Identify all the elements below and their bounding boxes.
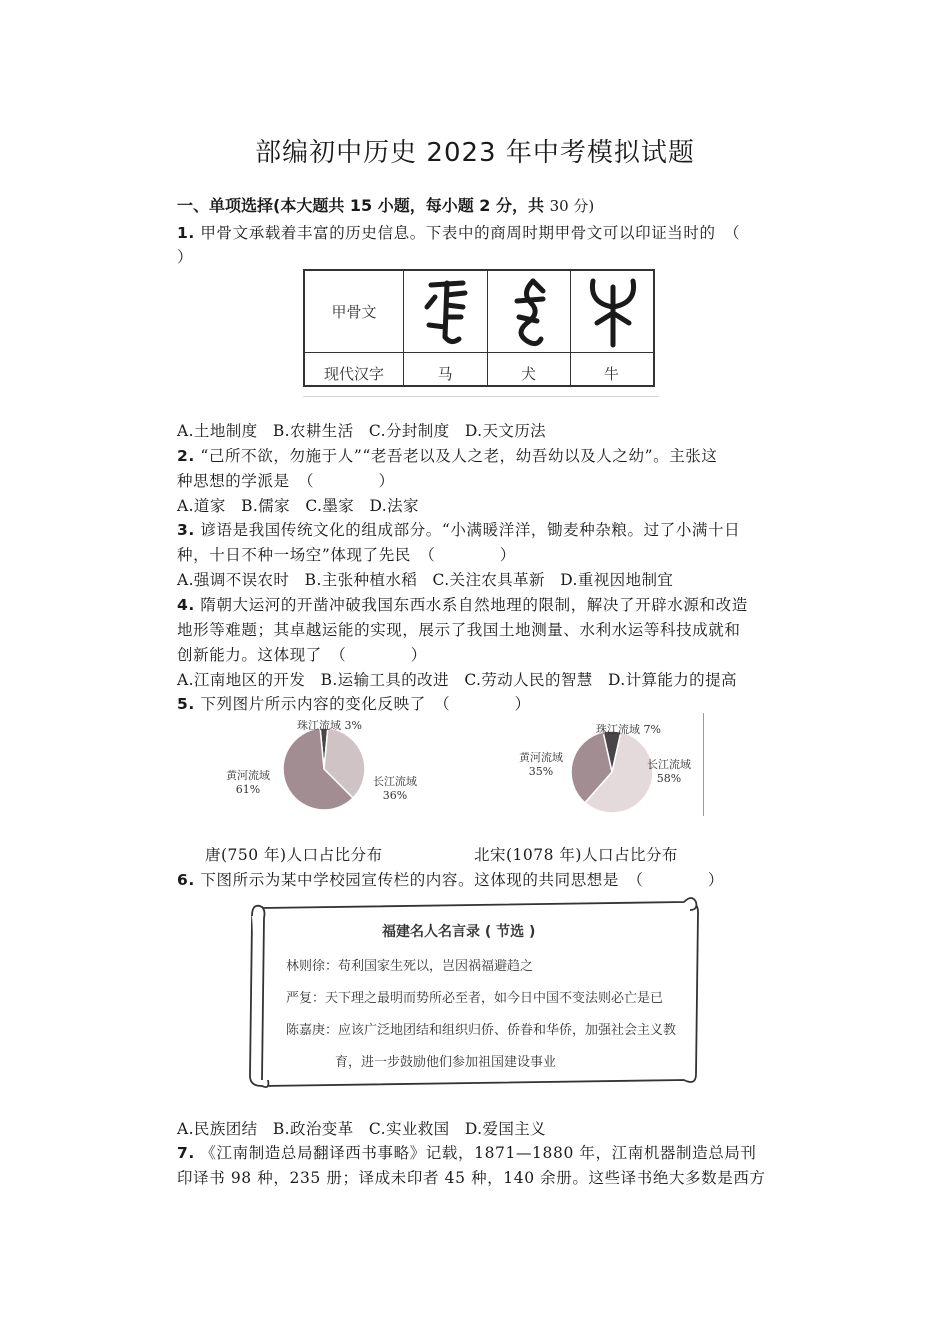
- question-text: 谚语是我国传统文化的组成部分。“小满暖洋洋，锄麦种杂粮。过了小满十日: [200, 521, 741, 539]
- question-number: 2.: [177, 447, 195, 465]
- pie2-label-huanghe: 黄河流域 35%: [519, 751, 563, 778]
- scroll-quote-3: 陈嘉庚：应该广泛地团结和组织归侨、侨眷和华侨，加强社会主义教: [286, 1023, 677, 1038]
- pie2-caption: 北宋(1078 年)人口占比分布: [474, 846, 678, 864]
- question-2-line2: 种思想的学派是 （ ）: [177, 472, 395, 490]
- option-a[interactable]: A.土地制度: [177, 422, 258, 440]
- pie1-label-zhujiang: 珠江流域 3%: [297, 719, 362, 732]
- option-d[interactable]: D.法家: [369, 497, 419, 515]
- chart-border: [703, 713, 704, 816]
- option-c[interactable]: C.实业救国: [368, 1120, 450, 1138]
- modern-char-horse: 马: [437, 365, 453, 383]
- modern-char-ox: 牛: [603, 365, 619, 383]
- question-number: 7.: [177, 1144, 195, 1162]
- scroll-quote-2: 严复：天下理之最明而势所必至者，如今日中国不变法则必亡是已: [286, 991, 664, 1006]
- question-4-line3: 创新能力。这体现了 （ ）: [177, 646, 427, 664]
- table-header-oracle: 甲骨文: [331, 303, 377, 321]
- option-c[interactable]: C.劳动人民的智慧: [464, 671, 593, 689]
- question-number: 1.: [177, 224, 195, 242]
- option-d[interactable]: D.计算能力的提高: [607, 671, 737, 689]
- option-b[interactable]: B.儒家: [241, 497, 290, 515]
- option-a[interactable]: A.道家: [177, 497, 226, 515]
- option-b[interactable]: B.运输工具的改进: [320, 671, 449, 689]
- section-header-main: 一、单项选择(本大题共 15 小题，每小题 2 分，共: [177, 196, 544, 215]
- scroll-quote-1: 林则徐：苟利国家生死以，岂因祸福避趋之: [286, 959, 534, 974]
- pie1-caption: 唐(750 年)人口占比分布: [205, 846, 383, 864]
- option-b[interactable]: B.主张种植水稻: [304, 571, 418, 589]
- scroll-title: 福建名人名言录 ( 节选 ): [382, 924, 536, 940]
- table-header-modern: 现代汉字: [323, 365, 384, 383]
- question-text: “己所不欲，勿施于人”“老吾老以及人之老，幼吾幼以及人之幼”。主张这: [200, 447, 718, 465]
- option-b[interactable]: B.政治变革: [272, 1120, 354, 1138]
- question-text: 下图所示为某中学校园宣传栏的内容。这体现的共同思想是 （ ）: [200, 871, 724, 889]
- option-c[interactable]: C.墨家: [305, 497, 355, 515]
- question-7-line2: 印译书 98 种，235 册；译成未印者 45 种，140 余册。这些译书绝大多数是西方: [177, 1169, 766, 1187]
- question-3-line2: 种，十日不种一场空”体现了先民 （ ）: [177, 546, 516, 564]
- scroll-quote-3-cont: 育，进一步鼓励他们参加祖国建设事业: [335, 1055, 557, 1070]
- question-number: 3.: [177, 521, 195, 539]
- question-6-options: [177, 1117, 556, 1139]
- option-d[interactable]: D.爱国主义: [464, 1120, 547, 1138]
- pie2-label-changjiang: 长江流域 58%: [647, 758, 691, 785]
- page-title: 部编初中历史 2023 年中考模拟试题: [255, 138, 695, 168]
- option-c[interactable]: C.关注农具革新: [432, 571, 545, 589]
- pie1-label-huanghe: 黄河流域 61%: [226, 769, 270, 796]
- question-text: 隋朝大运河的开凿冲破我国东西水系自然地理的限制，解决了开辟水源和改造: [200, 596, 748, 614]
- option-a[interactable]: A.强调不误农时: [177, 571, 290, 589]
- question-text: 下列图片所示内容的变化反映了 （ ）: [200, 695, 531, 713]
- question-6: [177, 868, 724, 890]
- question-1-line2: ）: [177, 248, 194, 266]
- option-c[interactable]: C.分封制度: [368, 422, 450, 440]
- question-number: 6.: [177, 871, 195, 889]
- option-b[interactable]: B.农耕生活: [272, 422, 354, 440]
- pie1-label-changjiang: 长江流域 36%: [373, 775, 417, 802]
- section-header-tail: 30 分): [549, 197, 595, 215]
- question-7: [177, 1141, 757, 1163]
- option-d[interactable]: D.天文历法: [464, 422, 547, 440]
- question-number: 5.: [177, 695, 195, 713]
- pie2-label-zhujiang: 珠江流域 7%: [596, 723, 661, 736]
- option-a[interactable]: A.民族团结: [177, 1120, 258, 1138]
- question-text: 《江南制造总局翻译西书事略》记载，1871—1880 年，江南机器制造总局刊: [200, 1144, 757, 1162]
- option-d[interactable]: D.重视因地制宜: [560, 571, 674, 589]
- question-number: 4.: [177, 596, 195, 614]
- question-text: 甲骨文承载着丰富的历史信息。下表中的商周时期甲骨文可以印证当时的 （: [200, 224, 741, 242]
- question-4-line2: 地形等难题；其卓越运能的实现，展示了我国土地测量、水利水运等科技成就和: [177, 621, 741, 639]
- modern-char-dog: 犬: [520, 365, 536, 383]
- option-a[interactable]: A.江南地区的开发: [177, 671, 306, 689]
